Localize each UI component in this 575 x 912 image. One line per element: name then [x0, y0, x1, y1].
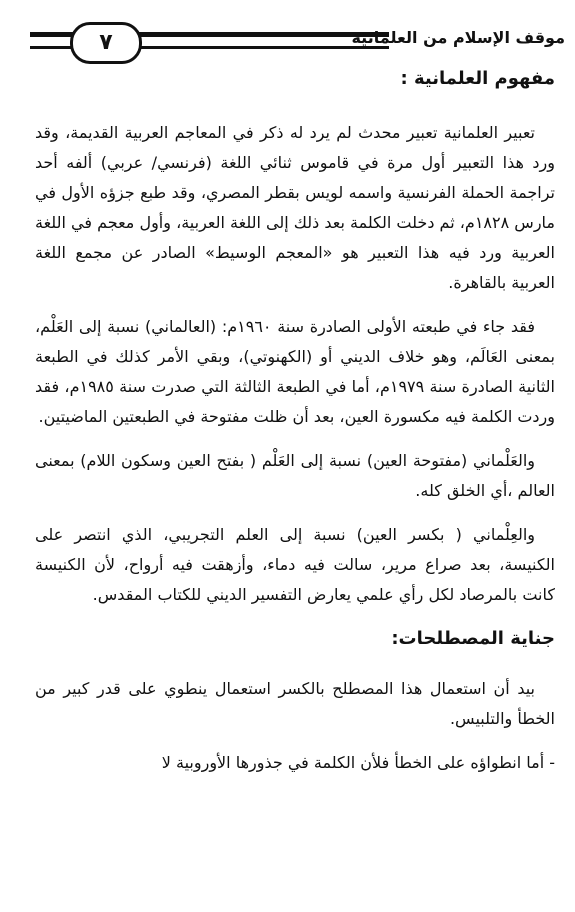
page-body: [35, 60, 555, 778]
running-header: [0, 22, 575, 62]
page-number: ٧: [70, 22, 142, 64]
paragraph: والعِلْماني ( بكسر العين) نسبة إلى العلم التجريبي، الذي انتصر على الكنيسة، بعد صراع مرير، سالت فيه دماء، وأزهقت فيه أرواح، لأن الكنيسة كانت بالمرصاد لكل رأي علمي يعارض التفسير الديني للكتاب المقدس.: [35, 525, 555, 604]
bullet-item: - أما انطواؤه على الخطأ فلأن الكلمة في جذورها الأوروبية لا: [161, 753, 555, 772]
paragraph: فقد جاء في طبعته الأولى الصادرة سنة ١٩٦٠م: (العالماني) نسبة إلى العَلْم، بمعنى العَالَم، وهو خلاف الديني أو (الكهنوتي)، وبقي الأمر كذلك في الطبعة الثانية الصادرة سنة ١٩٧٩م، أما في الطبعة الثالثة التي صدرت سنة ١٩٨٥م، فقد وردت الكلمة فيه مكسورة العين، بعد أن ظلت مفتوحة في الطبعتين الماضيتين.: [35, 317, 556, 426]
section-heading: جناية المصطلحات:: [391, 628, 555, 649]
paragraph: بيد أن استعمال هذا المصطلح بالكسر استعمال ينطوي على قدر كبير من الخطأ والتلبيس.: [35, 679, 555, 728]
paragraph: والعَلْماني (مفتوحة العين) نسبة إلى العَلْم ( بفتح العين وسكون اللام) بمعنى العالم ،أي الخلق كله.: [35, 451, 555, 500]
paragraph: تعبير العلمانية تعبير محدث لم يرد له ذكر في المعاجم العربية القديمة، وقد ورد هذا التعبير أول مرة في قاموس ثنائي اللغة (فرنسي/ عربي) ألفه أحد تراجمة الحملة الفرنسية واسمه لويس بقطر المصري، وقد طبع جزؤه الأول في مارس ١٨٢٨م، ثم دخلت الكلمة بعد ذلك إلى اللغة العربية، وأول معجم في اللغة العربية ورد فيه هذا التعبير هو «المعجم الوسيط» الصادر عن مجمع اللغة العربية بالقاهرة.: [35, 123, 555, 292]
section-heading: مفهوم العلمانية :: [400, 68, 555, 89]
book-title: موقف الإسلام من العلمانية: [351, 28, 565, 47]
